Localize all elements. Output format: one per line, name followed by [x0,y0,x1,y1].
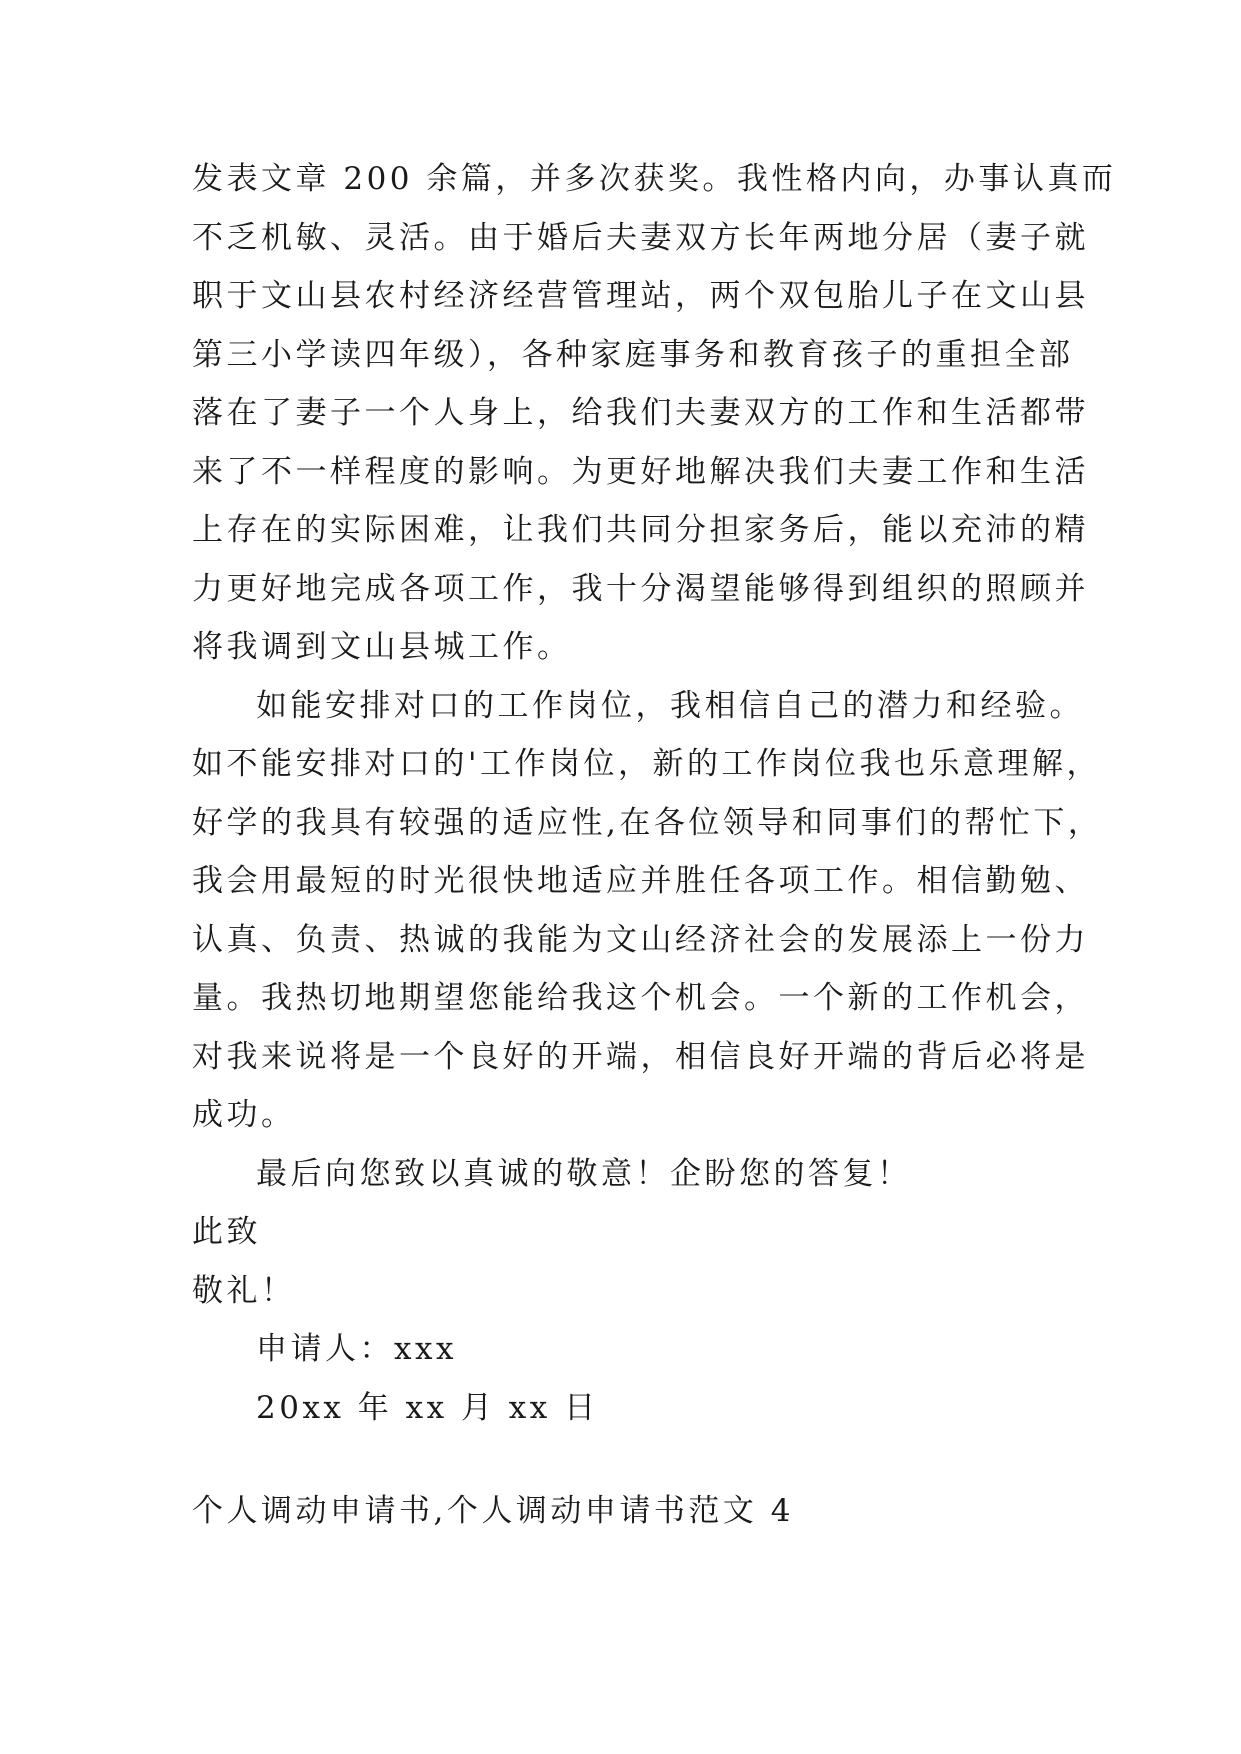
closing-regards: 最后向您致以真诚的敬意！企盼您的答复！ [256,1155,912,1192]
paragraph-1-line: 来了不一样程度的影响。为更好地解决我们夫妻工作和生活 [192,453,1089,490]
paragraph-2-line: 对我来说将是一个良好的开端，相信良好开端的背后必将是 [192,1038,1089,1075]
paragraph-1-line: 职于文山县农村经济经营管理站，两个双包胎儿子在文山县 [192,278,1089,314]
paragraph-2-line: 如能安排对口的工作岗位，我相信自己的潜力和经验。 [256,687,1084,724]
paragraph-1-line: 落在了妻子一个人身上，给我们夫妻双方的工作和生活都带 [192,395,1089,431]
paragraph-1-line: 上存在的实际困难，让我们共同分担家务后，能以充沛的精 [192,512,1089,548]
salutation-jing-li: 敬礼！ [192,1272,296,1309]
paragraph-1-line: 不乏机敏、灵活。由于婚后夫妻双方长年两地分居（妻子就 [192,219,1089,256]
section-heading: 个人调动申请书,个人调动申请书范文 4 [192,1493,794,1529]
paragraph-2-line: 量。我热切地期望您能给我这个机会。一个新的工作机会， [192,980,1089,1016]
paragraph-2-line: 认真、负责、热诚的我能为文山经济社会的发展添上一份力 [192,921,1089,958]
paragraph-2-line: 我会用最短的时光很快地适应并胜任各项工作。相信勤勉、 [192,863,1089,899]
applicant-signature: 申请人：xxx [256,1331,457,1367]
body-text [192,150,1117,1437]
paragraph-1-line: 力更好地完成各项工作，我十分渴望能够得到组织的照顾并 [192,570,1089,607]
paragraph-1-line: 第三小学读四年级），各种家庭事务和教育孩子的重担全部 [192,336,1074,373]
salutation-ci-zhi: 此致 [192,1214,261,1250]
paragraph-1-line: 发表文章 200 余篇，并多次获奖。我性格内向，办事认真而 [192,161,1117,197]
paragraph-2-line: 成功。 [192,1097,296,1133]
paragraph-2-line: 好学的我具有较强的适应性,在各位领导和同事们的帮忙下， [192,804,1103,841]
paragraph-2-line: 如不能安排对口的'工作岗位，新的工作岗位我也乐意理解， [192,746,1102,782]
application-date: 20xx 年 xx 月 xx 日 [256,1389,599,1426]
paragraph-1-line: 将我调到文山县城工作。 [192,629,572,665]
